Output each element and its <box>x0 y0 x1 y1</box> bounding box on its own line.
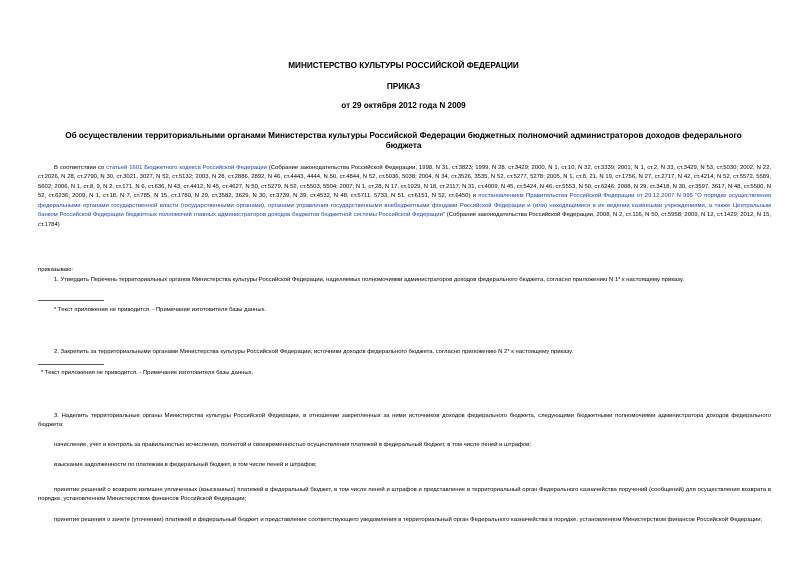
preamble-sources: (Собрание законодательства Российской Федерации, 1998, N 31, ст.3823; 1999, N 28, ст.3429; 2000, N 1, ст.10, N 32, ст.3339; 2001, N 1, ст.2, N 33, ст.3429, N 53, ст.5030; 2002, N 22, ст.2026, N 28, ст.2790, N 30, ст.3021, 3027, N 52, ст.5132; 2003, N 28, ст.2886, 2892, N 46, ст.4443, 4444, N 50, ст.4844, N 52, ст.5036, 5038; 2004, N 34, ст.3526, 3535, N 52, ст.5277, 5278; 2005, N 1, ст.8, 21, N 19, ст.1756, N 27, ст.2717, N 42, ст.4214, N 52, ст.5572, 5589, 5602; 2006, N 1, ст.8, 9, N 2, ст.171, N 6, ст.636, N 43, ст.4412, N 45, ст.4627, N 50, ст.5279, N 52, ст.5503, 5504; 2007, N 1, ст.28, N 17, ст.1929, N 18, ст.2117, N 31, ст.4009, N 45, ст.5424, N 46, ст.5553, N 50, ст.6246; 2008, N 29, ст.3418, N 30, ст.3597, 3617, N 48, ст.5500, N 52, ст.6236; 2009, N 1, ст.18, N 7, ст.785, N 15, ст.1780, N 29, ст.3582, 3629, N 30, ст.3739, N 39, ст.4532, N 48, ст.5711, 5733, N 51, ст.6151, N 52, ст.6450) и <box>38 165 771 200</box>
footnote-divider-1 <box>38 300 104 301</box>
budget-code-link[interactable]: статьей 1601 Бюджетного кодекса Российской Федерации <box>106 165 267 171</box>
ministry-heading: МИНИСТЕРСТВО КУЛЬТУРЫ РОССИЙСКОЙ ФЕДЕРАЦИИ <box>288 61 519 70</box>
preamble-paragraph <box>38 164 771 230</box>
item-2: 2. Закрепить за территориальными органами Министерства культуры Российской Федерации, источники доходов федерального бюджета, согласно приложению N 2* к настоящему приказу. <box>54 349 574 355</box>
subitem-recovery: взыскание задолженности по платежам в федеральный бюджет, в том числе пеней и штрафов; <box>54 462 317 468</box>
doc-type-heading: ПРИКАЗ <box>386 82 421 91</box>
item-3: 3. Наделить территориальные органы Министерства культуры Российской Федерации, в отношении закрепленных за ними источников доходов федерального бюджета, следующими бюджетными полномочиями администратора доходов федерального бюджета: <box>38 413 771 429</box>
document-title: Об осуществлении территориальными органами Министерства культуры Российской Федерации бюджетных полномочий администраторов доходов федерального бюджета <box>65 131 742 150</box>
subitem-refund: принятие решений о возврате излишне уплаченных (взысканных) платежей в федеральный бюджет, в том числе пеней и штрафов и представление в территориальный орган Федерального казначейства поручений (сообщений) для осуществления возврата в порядке, установленном Министерством финансов Российской Федерации; <box>38 487 771 503</box>
doc-date: от 29 октября 2012 года N 2009 <box>341 101 466 110</box>
order-word: приказываю: <box>38 267 74 273</box>
subitem-accrual: начисление, учет и контроль за правильностью исчисления, полнотой и своевременностью осуществления платежей в федеральный бюджет, в том числе пеней и штрафов; <box>54 442 531 448</box>
item-1: 1. Утвердить Перечень территориальных органов Министерства культуры Российской Федерации, наделяемых полномочиями администраторов доходов федерального бюджета, согласно приложению N 1* к настоящему приказу. <box>54 277 684 283</box>
preamble-tail: (Собрание законодательства Российской Федерации, 2008, N 2, ст.116, N 50, ст.5958; 2009, N 12, ст.1429; 2012, N 15, ст.1784) <box>38 212 771 228</box>
preamble-lead: В соответствии со <box>54 165 107 171</box>
subitem-offset: принятие решения о зачете (уточнении) платежей в федеральный бюджет и представление соответствующего уведомления в территориальный орган Федерального казначейства в порядке, установленном Министерством финансов Российской Федерации; <box>54 517 763 523</box>
government-resolution-link[interactable]: постановлением Правительства Российской Федерации от 29.12.2007 N 995 "О порядке осуществления федеральными органами государственной власти (государственными органами), органами управления государственными внебюджетными фондами Российской Федерации и (или) находящимися в их ведении казёнными учреждениями, а также Центральным банком Российской Федерации бюджетных полномочий главных администраторов доходов бюджетов бюджетной системы Российской Федерации" <box>38 193 771 219</box>
footnote-1: * Текст приложения не приводится. - Примечание изготовителя базы данных. <box>54 307 267 313</box>
footnote-2: * Текст приложения не приводится. - Примечание изготовителя базы данных. <box>41 370 254 376</box>
footnote-divider-2 <box>38 364 104 365</box>
